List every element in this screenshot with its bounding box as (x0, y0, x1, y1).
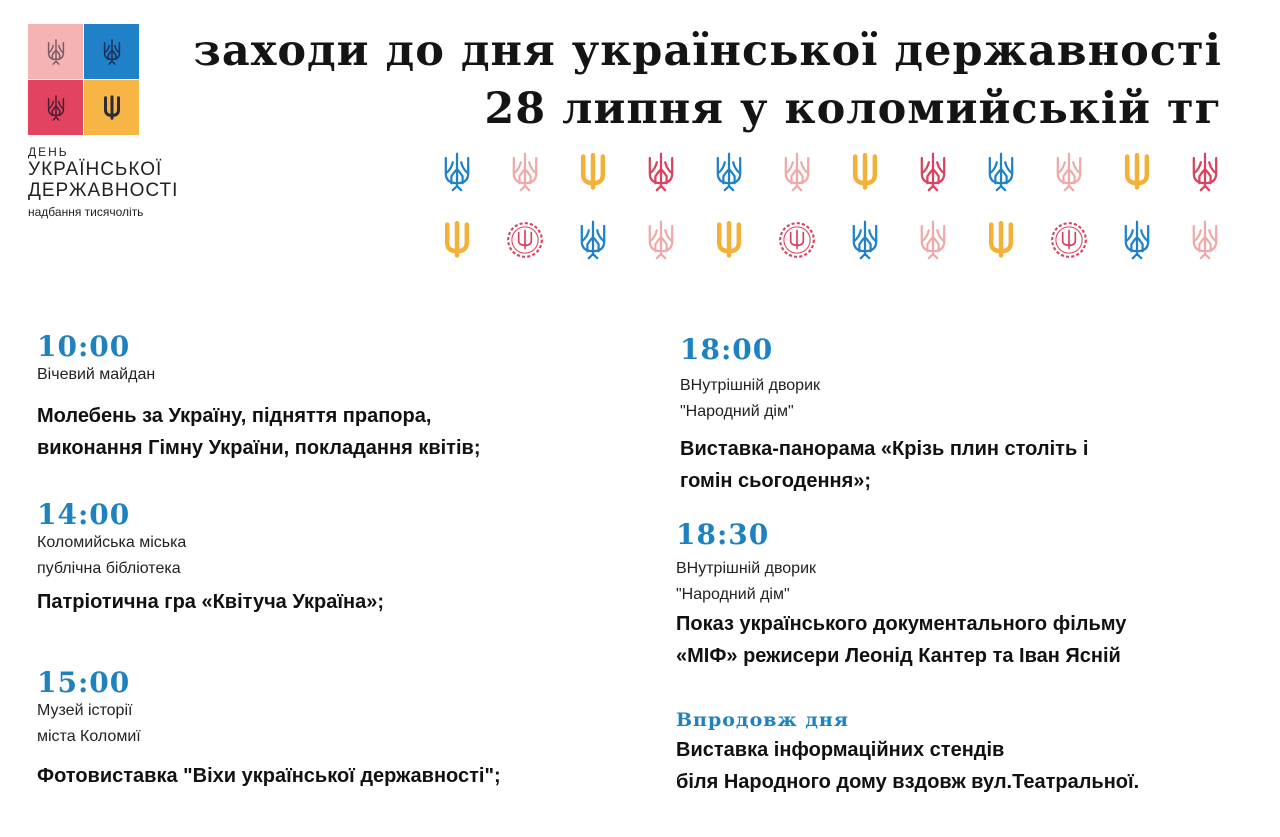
trident-icon (576, 150, 610, 194)
event-description: Фотовиставка "Віхи української державності"; (37, 765, 501, 787)
event-description: Патріотична гра «Квітуча Україна»; (37, 591, 385, 613)
event-description: Виставка інформаційних стендів (676, 739, 1005, 761)
trident-icon (1120, 218, 1154, 262)
event-1400 (37, 500, 384, 618)
logo-tile-yellow (84, 80, 139, 135)
trident-icon (916, 218, 950, 262)
trident-icon (440, 218, 474, 262)
trident-icon (440, 150, 474, 194)
event-place: "Народний дім" (680, 403, 794, 420)
event-label: Впродовж дня (676, 709, 849, 731)
trident-icon (644, 218, 678, 262)
event-description: виконання Гімну України, покладання квітів; (37, 437, 481, 459)
event-1800 (680, 335, 1088, 497)
trident-icon (984, 218, 1018, 262)
event-place: Музей історії (37, 702, 133, 719)
logo-grid (28, 24, 139, 135)
ornament-row-1 (440, 150, 1230, 198)
event-place: ВНутрішній дворик (676, 560, 817, 577)
event-time: 18:30 (676, 518, 770, 551)
trident-icon (1188, 150, 1222, 194)
wreath-icon (774, 218, 820, 262)
logo-tile-red (28, 80, 83, 135)
logo-tile-blue (84, 24, 139, 79)
title-line-1: заходи до дня української державності (193, 26, 1222, 76)
trident-icon (46, 39, 66, 65)
trident-icon (1052, 150, 1086, 194)
logo-line-3: ДЕРЖАВНОСТІ (28, 180, 179, 201)
event-1830 (676, 520, 1126, 672)
trident-icon (102, 95, 122, 121)
event-description: «МІФ» режисери Леонід Кантер та Іван Ясній (676, 645, 1121, 667)
event-place: міста Коломиї (37, 728, 141, 745)
logo-line-2: УКРАЇНСЬКОЇ (28, 159, 163, 180)
event-all-day (676, 706, 1139, 798)
event-time: 14:00 (37, 498, 131, 531)
event-place: Коломийська міська (37, 534, 187, 551)
event-place: Вічевий майдан (37, 366, 156, 383)
event-place: ВНутрішній дворик (680, 377, 821, 394)
trident-icon (848, 150, 882, 194)
wreath-icon (1046, 218, 1092, 262)
event-time: 15:00 (37, 666, 131, 699)
trident-icon (848, 218, 882, 262)
trident-icon (780, 150, 814, 194)
title-line-2: 28 липня у коломийській тг (484, 84, 1222, 134)
trident-icon (46, 95, 66, 121)
event-place: публічна бібліотека (37, 560, 181, 577)
event-place: "Народний дім" (676, 586, 790, 603)
trident-icon (644, 150, 678, 194)
logo-line-1: ДЕНЬ (28, 145, 69, 159)
trident-icon (102, 39, 122, 65)
logo-tile-pink (28, 24, 83, 79)
trident-icon (508, 150, 542, 194)
event-1000 (37, 332, 481, 464)
event-description: Молебень за Україну, підняття прапора, (37, 405, 432, 427)
trident-icon (916, 150, 950, 194)
event-description: біля Народного дому вздовж вул.Театральної. (676, 771, 1140, 793)
logo-tagline: надбання тисячоліть (28, 205, 144, 219)
wreath-icon (502, 218, 548, 262)
trident-icon (576, 218, 610, 262)
page-title (193, 22, 1222, 138)
event-time: 10:00 (37, 330, 131, 363)
trident-icon (712, 218, 746, 262)
event-description: гомін сьогодення»; (680, 470, 872, 492)
trident-icon (1120, 150, 1154, 194)
trident-icon (1188, 218, 1222, 262)
event-time: 18:00 (680, 333, 774, 366)
ornament-row-2 (440, 218, 1230, 266)
event-description: Показ українського документального фільму (676, 613, 1127, 635)
event-1500 (37, 668, 501, 792)
event-description: Виставка-панорама «Крізь плин століть і (680, 438, 1089, 460)
trident-icon (712, 150, 746, 194)
trident-icon (984, 150, 1018, 194)
